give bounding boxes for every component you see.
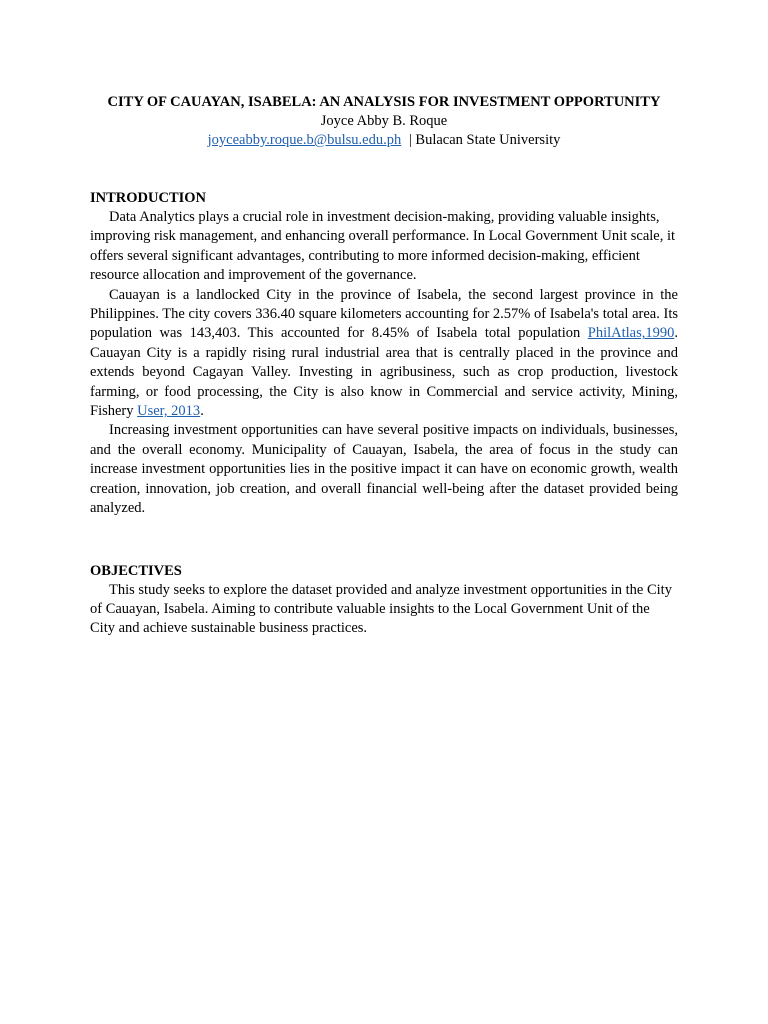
author-affiliation: Bulacan State University: [415, 132, 561, 148]
author-contact: [90, 131, 678, 150]
introduction-paragraph-1: Data Analytics plays a crucial role in investment decision-making, providing valuable insights, improving risk management, and enhancing overall performance. In Local Government Unit scale, it offers several significant advantages, contributing to more informed decision-making, efficient resource allocation and improvement of the governance.: [90, 209, 676, 284]
author-name: Joyce Abby B. Roque: [320, 113, 448, 129]
objectives-heading: OBJECTIVES: [90, 562, 182, 579]
user-2013-citation-link[interactable]: User, 2013: [137, 403, 201, 420]
contact-separator: |: [408, 132, 412, 148]
introduction-paragraph-2-text-c: .: [200, 403, 204, 420]
introduction-heading: INTRODUCTION: [90, 190, 207, 206]
introduction-paragraph-2-text-b: . Cauayan City is a rapidly rising rural industrial area that is centrally placed in the province and extends beyond Cagayan Valley. Investing in agribusiness, such as crop production, livestock farming, or food processing, the City is also know in Commercial and service activity, Mining, Fishery: [90, 325, 678, 420]
introduction-paragraph-3: Increasing investment opportunities can have several positive impacts on individuals, businesses, and the overall economy. Municipality of Cauayan, Isabela, the area of focus in the study can increase investment opportunities lies in the positive impact it can have on economic growth, wealth creation, innovation, job creation, and overall financial well-being after the dataset provided being analyzed.: [90, 422, 678, 517]
document-page: [90, 93, 678, 639]
document-title: CITY OF CAUAYAN, ISABELA: AN ANALYSIS FOR INVESTMENT OPPORTUNITY: [107, 94, 661, 110]
objectives-paragraph: This study seeks to explore the dataset provided and analyze investment opportunities in the City of Cauayan, Isabela. Aiming to contribute valuable insights to the Local Government Unit of the City and achieve sustainable business practices.: [90, 581, 672, 637]
introduction-paragraph-2: [90, 286, 678, 422]
introduction-paragraph-2-text-a: Cauayan is a landlocked City in the province of Isabela, the second largest province in the Philippines. The city covers 336.40 square kilometers accounting for 2.57% of Isabela's total area. Its population was 143,403. This accounted for 8.45% of Isabela total population: [90, 286, 678, 342]
philatlas-citation-link[interactable]: PhilAtlas,1990: [587, 325, 675, 342]
author-email-link[interactable]: joyceabby.roque.b@bulsu.edu.ph: [207, 132, 402, 148]
